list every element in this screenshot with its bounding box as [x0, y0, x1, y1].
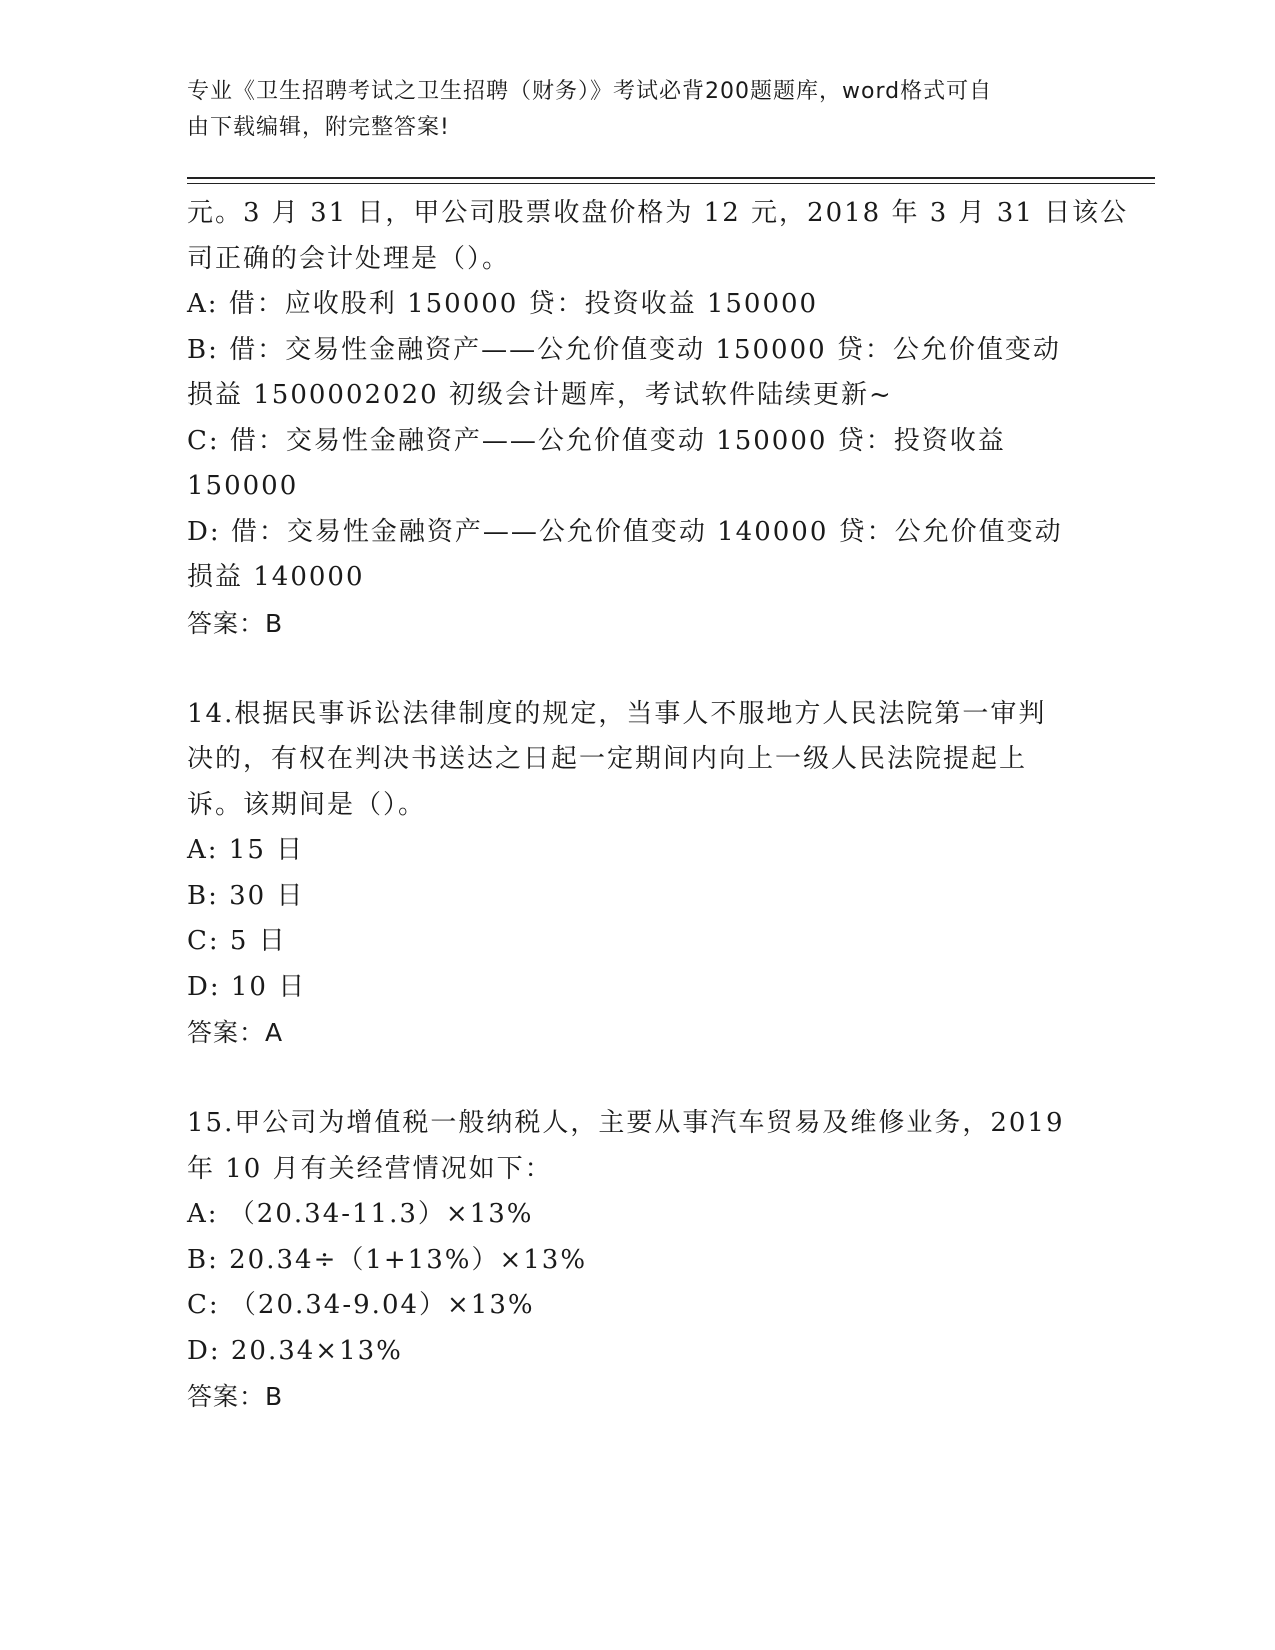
question-15-option-a: A: （20.34-11.3）×13%	[187, 1199, 534, 1229]
spacer	[187, 646, 1087, 692]
question-13-option-d-cont: 损益 140000	[187, 562, 365, 592]
header-line-1: 专业《卫生招聘考试之卫生招聘（财务）》考试必背200题题库，word格式可自	[187, 79, 993, 104]
question-13-option-b: B: 借：交易性金融资产——公允价值变动 150000 贷：公允价值变动	[187, 334, 1061, 365]
question-13-option-c: C: 借：交易性金融资产——公允价值变动 150000 贷：投资收益	[187, 425, 1006, 456]
question-13-option-d: D: 借：交易性金融资产——公允价值变动 140000 贷：公允价值变动	[187, 516, 1063, 547]
question-13-option-b-cont: 损益 1500002020 初级会计题库，考试软件陆续更新~	[187, 380, 893, 410]
question-15-option-b: B: 20.34÷（1+13%）×13%	[187, 1244, 588, 1275]
header-divider-thin	[187, 183, 1155, 184]
question-13-stem-line: 司正确的会计处理是（）。	[187, 243, 511, 274]
question-15-stem-line: 15.甲公司为增值税一般纳税人，主要从事汽车贸易及维修业务，2019	[187, 1108, 1065, 1138]
question-14-stem-line: 14.根据民事诉讼法律制度的规定，当事人不服地方人民法院第一审判	[187, 698, 1047, 729]
question-13-answer: 答案：B	[187, 608, 284, 638]
question-14-stem-line: 决的，有权在判决书送达之日起一定期间内向上一级人民法院提起上	[187, 744, 1028, 774]
question-15-answer: 答案：B	[187, 1382, 284, 1411]
question-15-option-c: C: （20.34-9.04）×13%	[187, 1290, 535, 1320]
question-13	[187, 191, 1129, 646]
question-15-option-d: D: 20.34×13%	[187, 1335, 403, 1366]
document-body	[187, 191, 1129, 1420]
question-14-option-d: D: 10 日	[187, 971, 307, 1002]
question-15-stem-line: 年 10 月有关经营情况如下：	[187, 1153, 553, 1184]
question-14	[187, 692, 1087, 1056]
question-13-option-c-cont: 150000	[187, 471, 299, 501]
question-14-stem-line: 诉。该期间是（）。	[187, 789, 427, 820]
question-14-answer: 答案：A	[187, 1018, 284, 1047]
question-13-stem-line: 元。3 月 31 日，甲公司股票收盘价格为 12 元，2018 年 3 月 31 日该公	[187, 198, 1129, 228]
question-13-option-a: A: 借：应收股利 150000 贷：投资收益 150000	[187, 289, 819, 319]
question-14-option-b: B: 30 日	[187, 880, 305, 911]
question-15	[187, 1101, 1087, 1420]
question-14-option-c: C: 5 日	[187, 926, 287, 956]
header-line-2: 由下载编辑，附完整答案!	[187, 115, 450, 140]
header-divider-thick	[187, 177, 1155, 179]
spacer	[187, 1056, 1087, 1102]
question-14-option-a: A: 15 日	[187, 835, 305, 865]
document-header	[187, 74, 1067, 146]
